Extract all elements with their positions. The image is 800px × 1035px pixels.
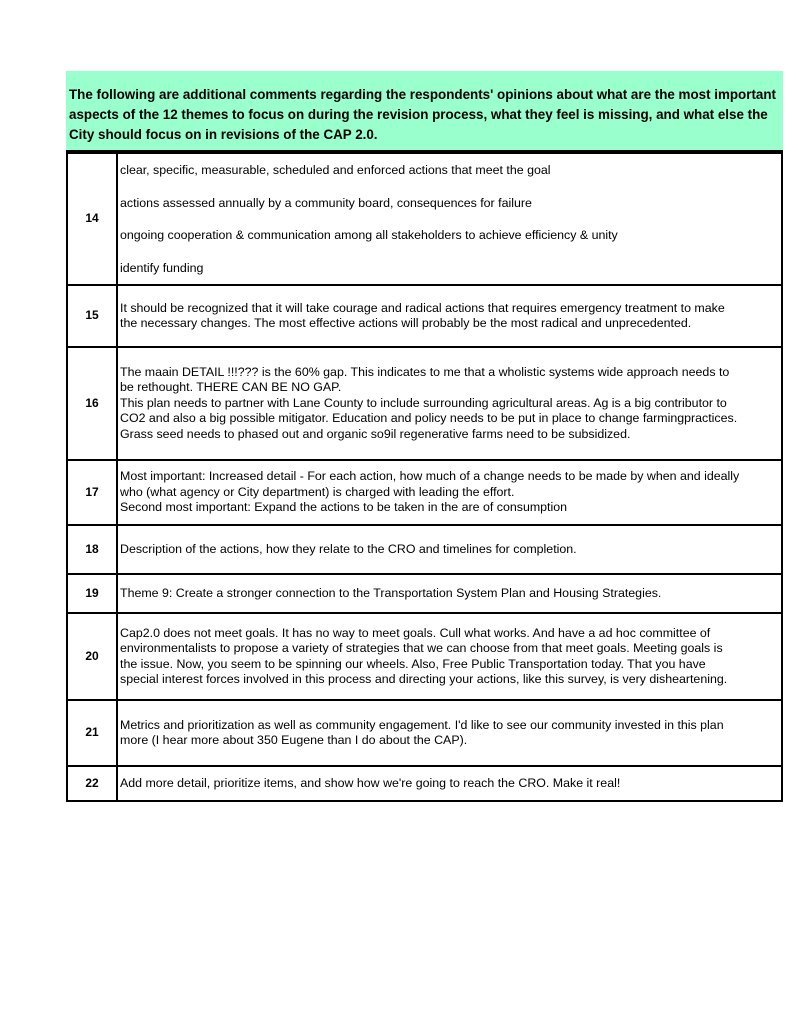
comment-cell: It should be recognized that it will take courage and radical actions that requires emergency treatment to make the necessary changes. The most effective actions will probably be the most radical and unprecedented. <box>117 285 782 347</box>
table-row <box>67 766 782 801</box>
row-number: 14 <box>67 153 117 285</box>
comment-cell: Theme 9: Create a stronger connection to the Transportation System Plan and Housing Strategies. <box>117 574 782 613</box>
comment-cell: The maain DETAIL !!!??? is the 60% gap. This indicates to me that a wholistic systems wide approach needs to be rethought. THERE CAN BE NO GAP. This plan needs to partner with Lane County to include surrounding agricultural areas. Ag is a big contributor to CO2 and also a big possible mitigator. Education and policy needs to be put in place to change farmingpractices. Grass seed needs to phased out and organic so9il regenerative farms need to be subsidized. <box>117 347 782 460</box>
table-row <box>67 613 782 700</box>
row-number: 17 <box>67 460 117 525</box>
comments-sheet <box>66 71 783 802</box>
section-header: The following are additional comments regarding the respondents' opinions about what are the most important aspects of the 12 themes to focus on during the revision process, what they feel is missing, and what else the City should focus on in revisions of the CAP 2.0. <box>66 71 783 152</box>
table-row <box>67 153 782 285</box>
row-number: 15 <box>67 285 117 347</box>
comment-cell: Most important: Increased detail - For each action, how much of a change needs to be made by when and ideally who (what agency or City department) is charged with leading the effort. Second most important: Expand the actions to be taken in the are of consumption <box>117 460 782 525</box>
table-row <box>67 347 782 460</box>
row-number: 21 <box>67 700 117 766</box>
row-number: 20 <box>67 613 117 700</box>
row-number: 16 <box>67 347 117 460</box>
row-number: 19 <box>67 574 117 613</box>
comment-line: actions assessed annually by a community board, consequences for failure <box>120 195 532 210</box>
comment-cell: Metrics and prioritization as well as community engagement. I'd like to see our community invested in this plan more (I hear more about 350 Eugene than I do about the CAP). <box>117 700 782 766</box>
comment-cell: Add more detail, prioritize items, and show how we're going to reach the CRO. Make it real! <box>117 766 782 801</box>
row-number: 18 <box>67 525 117 574</box>
comments-table <box>66 152 783 802</box>
comment-cell <box>117 153 782 285</box>
comment-cell: Description of the actions, how they relate to the CRO and timelines for completion. <box>117 525 782 574</box>
table-row <box>67 460 782 525</box>
comment-cell: Cap2.0 does not meet goals. It has no way to meet goals. Cull what works. And have a ad hoc committee of environmentalists to propose a variety of strategies that we can choose from that meet goals. Meeting goals is the issue. Now, you seem to be spinning our wheels. Also, Free Public Transportation today. That you have special interest forces involved in this process and directing your actions, like this survey, is very disheartening. <box>117 613 782 700</box>
table-row <box>67 285 782 347</box>
table-row <box>67 525 782 574</box>
comment-line: identify funding <box>120 260 204 275</box>
comment-line: clear, specific, measurable, scheduled and enforced actions that meet the goal <box>120 163 551 177</box>
table-row <box>67 574 782 613</box>
table-row <box>67 700 782 766</box>
row-number: 22 <box>67 766 117 801</box>
comment-line: ongoing cooperation & communication among all stakeholders to achieve efficiency & unity <box>120 228 618 242</box>
